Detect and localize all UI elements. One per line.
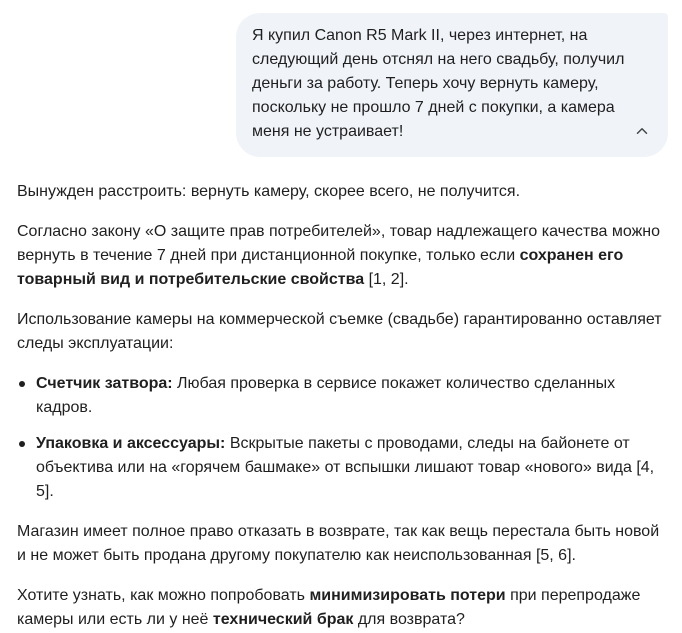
bullet-icon	[19, 441, 25, 447]
paragraph-text: Хотите узнать, как можно попробовать	[17, 587, 310, 604]
bold-text: минимизировать потери	[309, 587, 506, 604]
user-message-bubble	[236, 13, 668, 157]
bold-text: сохранен его товарный вид и потребительские свойства	[17, 247, 624, 288]
list-item-text: Любая проверка в сервисе покажет количество сделанных кадров.	[36, 375, 616, 416]
response-paragraph	[17, 220, 667, 292]
bullet-list	[17, 372, 667, 504]
user-message-text: Я купил Canon R5 Mark II, через интернет, на следующий день отснял на него свадьбу, получил деньги за работу. Теперь хочу вернуть камеру, поскольку не прошло 7 дней с покупки, а камера меня не устраивает!	[252, 27, 625, 140]
chevron-up-icon	[633, 122, 651, 140]
citation-text: [1, 2].	[364, 271, 409, 288]
list-item	[17, 432, 667, 504]
bullet-icon	[19, 381, 25, 387]
paragraph-text: при перепродаже камеры или есть ли у неё	[17, 587, 641, 628]
bold-text: Упаковка и аксессуары:	[36, 435, 226, 452]
assistant-response	[17, 180, 667, 633]
response-paragraph: Магазин имеет полное право отказать в возврате, так как вещь перестала быть новой и не может быть продана другому покупателю как неиспользованная [5, 6].	[17, 523, 660, 564]
list-item	[17, 372, 667, 420]
response-paragraph: Использование камеры на коммерческой съемке (свадьбе) гарантированно оставляет следы эксплуатации:	[17, 311, 662, 352]
collapse-message-button[interactable]	[630, 119, 654, 143]
bold-text: технический брак	[212, 611, 354, 628]
response-paragraph: Вынужден расстроить: вернуть камеру, скорее всего, не получится.	[17, 183, 521, 200]
response-paragraph	[17, 584, 667, 632]
paragraph-text: для возврата?	[353, 611, 465, 628]
paragraph-text: Согласно закону «О защите прав потребителей», товар надлежащего качества можно вернуть в течение 7 дней при дистанционной покупке, только если	[17, 223, 661, 264]
list-item-text: Вскрытые пакеты с проводами, следы на байонете от объектива или на «горячем башмаке» от вспышки лишают товар «нового» вида [4, 5].	[36, 435, 655, 500]
bold-text: Счетчик затвора:	[36, 375, 173, 392]
